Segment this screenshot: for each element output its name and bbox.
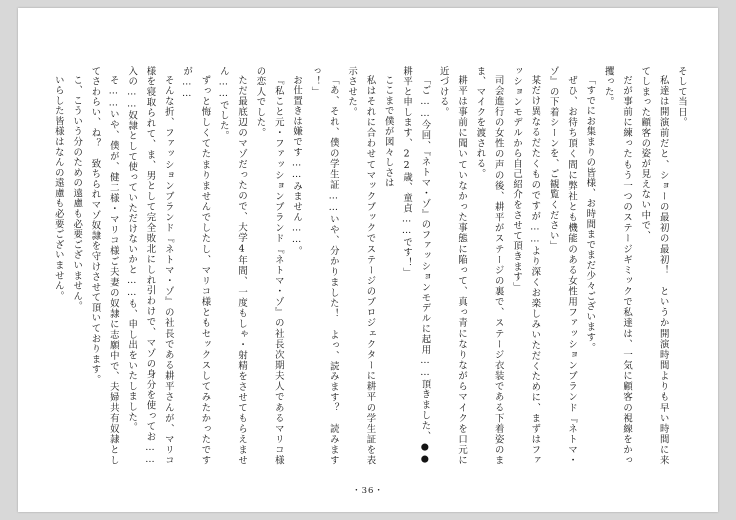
- paragraph: ずっと悔しくてたまりませんでしたし、マリコ様ともセックスしてみたかったですが……: [181, 66, 211, 466]
- paragraph: 某だけ異なるだたくものですが……より深くお楽しみいただくために、まずはファッションモデルから自己紹介をさせて頂きます」: [511, 66, 541, 466]
- page-number: ・36・: [352, 486, 384, 496]
- paragraph: そんな折、ファッションブランド『ネトマ・ゾ』の社長である耕平さんが、マリコ様を寝取られて、ま、男として完全敗北にしれ引わけで、マゾの身分を使ってお……入の……奴隷として使っていただけないかと……も、申し出をいたしました。: [126, 66, 174, 466]
- paragraph: ぜひ、お待ち頂く間に弊社とも機能のある女性用ファッションブランド『ネトマ・ゾ』の下着シーンを、ご観覧ください」: [547, 66, 578, 466]
- paragraph: そ……いや、僕が、健二様・マリコ様ご夫妻の奴隷に志願中で、夫婦共有奴隷としてさわらい、ね？ 致ちられマゾ奴隷を守けさせて頂いております。: [89, 66, 119, 466]
- paragraph: 「ご……今回、『ネトマ・ゾ』のファッションモデルに起用……頂きました、●●耕平と申します、22歳、童貞……です！」: [401, 66, 431, 466]
- paragraph: だが事前に練ったもう一つのステージギミックで私達は、一気に顧客の視線をかっ攫った。: [602, 66, 633, 466]
- paragraph: いらした皆様はなんの遠慮も必要ございません。: [52, 75, 64, 302]
- paragraph: 「あ、それ、僕の学生証……いや、分かりました！ よっ、読みます？ 読みますっ！」: [309, 66, 339, 466]
- paragraph: そして当日。: [676, 66, 687, 128]
- paragraph: 私達は開演前だと、ショーの最初の最初！ というか開演時間よりも早い時間に来てしまった顧客の姿が見えない中で、: [639, 66, 669, 466]
- paragraph: ただ最底辺のマゾだったので、大学4年間、一度もしゃ・射精をさせてもらえません……でした。: [217, 66, 248, 466]
- paragraph: こ、こういう分のための遠慮も必要ございません。: [71, 75, 83, 313]
- paragraph: 私はそれに合わせてマックブックでステージのプロジェクターに耕平の学生証を表示させた。: [346, 66, 376, 466]
- page-content-area: [46, 36, 690, 466]
- body-text: [38, 66, 690, 466]
- paragraph: 司会進行の女性の声の後、耕平がステージの裏で、ステージ衣装である下着姿のまま、マイクを渡される。: [474, 66, 504, 466]
- paragraph: ここまで僕が図々しさは: [382, 75, 394, 189]
- paragraph: お仕置きは嫌です……みません……。: [291, 75, 303, 257]
- document-page: [18, 8, 718, 512]
- paragraph: 『私こと元・ファッションブランド『ネトマ・ゾ』の社長次期夫人であるマリコ様の恋人でした。: [254, 66, 284, 466]
- paragraph: 耕平は事前に聞いていなかった事態に陥って、真っ青になりながらマイクを口元に近づける。: [437, 66, 468, 466]
- paragraph: 「すでにお集まりの皆様、お時間までまだ少々ございます。: [584, 75, 596, 354]
